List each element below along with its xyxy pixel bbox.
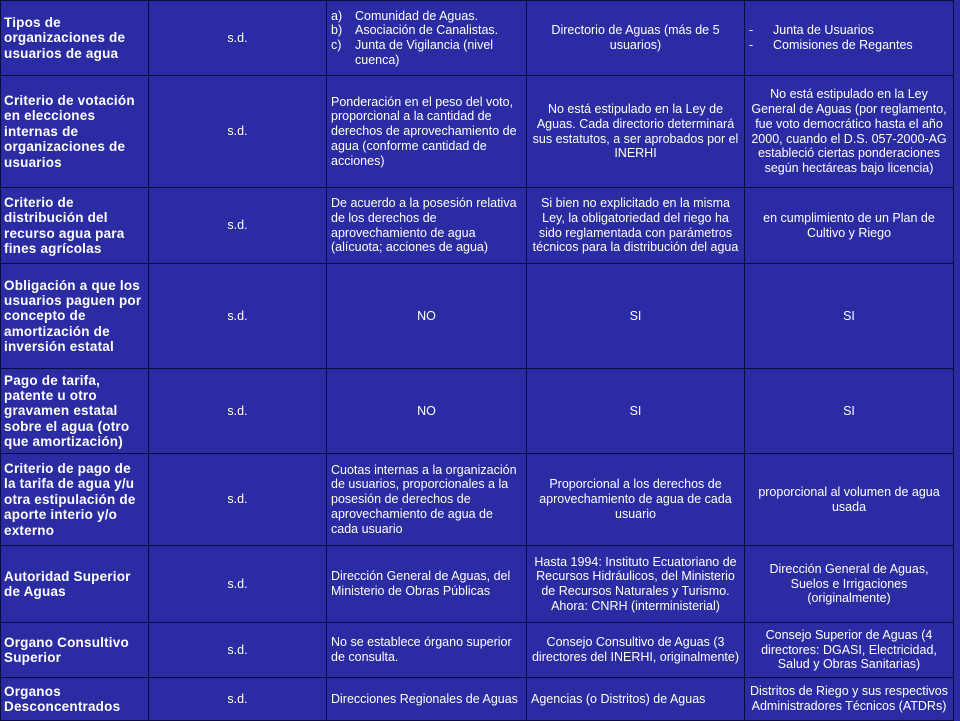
table-row [1,546,954,623]
table-row [1,369,954,454]
table-cell: SI [527,369,745,454]
table-cell: proporcional al volumen de agua usada [745,454,954,546]
table-cell: No está estipulado en la Ley de Aguas. Cada directorio determinará sus estatutos, a ser aprobados por el INERHI [527,76,745,188]
table-cell: Agencias (o Distritos) de Aguas [527,678,745,721]
table-cell: Dirección General de Aguas, Suelos e Irrigaciones (originalmente) [745,546,954,623]
list-item: c) Junta de Vigilancia (nivel cuenca) [331,38,494,67]
table-cell: s.d. [149,678,327,721]
table-cell: NO [327,369,527,454]
table-row [1,1,954,76]
table-cell: s.d. [149,264,327,369]
table-cell [745,1,954,76]
table-cell: Consejo Superior de Aguas (4 directores: DGASI, Electricidad, Salud y Obras Sanitarias) [745,623,954,678]
table-cell: No está estipulado en la Ley General de Aguas (por reglamento, fue voto democrático hasta el año 2000, cuando el D.S. 057-2000-AG estableció ciertas ponderaciones según hectáreas bajo licencia) [745,76,954,188]
table-row [1,264,954,369]
row-label: Tipos de organizaciones de usuarios de agua [1,1,149,76]
table-cell: No se establece órgano superior de consulta. [327,623,527,678]
row-label: Autoridad Superior de Aguas [1,546,149,623]
table-cell: NO [327,264,527,369]
table-cell: s.d. [149,76,327,188]
table-cell: Si bien no explicitado en la misma Ley, la obligatoriedad del riego ha sido reglamentada con parámetros técnicos para la distribución del agua [527,188,745,264]
table-cell: SI [527,264,745,369]
list-item: a) Comunidad de Aguas. [331,8,479,23]
row-label: Criterio de distribución del recurso agua para fines agrícolas [1,188,149,264]
row-label: Pago de tarifa, patente u otro gravamen estatal sobre el agua (otro que amortización) [1,369,149,454]
table-row [1,623,954,678]
row-label: Criterio de pago de la tarifa de agua y/u otra estipulación de aporte interio y/o externo [1,454,149,546]
table-cell: SI [745,369,954,454]
table-cell: Direcciones Regionales de Aguas [327,678,527,721]
table-cell: Distritos de Riego y sus respectivos Administradores Técnicos (ATDRs) [745,678,954,721]
table-cell: s.d. [149,369,327,454]
table-cell: De acuerdo a la posesión relativa de los derechos de aprovechamiento de agua (alícuota; acciones de agua) [327,188,527,264]
list-item: - Comisiones de Regantes [749,38,913,52]
list-item: - Junta de Usuarios [749,23,874,38]
table-cell: Cuotas internas a la organización de usuarios, proporcionales a la posesión de derechos de aprovechamiento de agua de cada usuario [327,454,527,546]
table-cell: Dirección General de Aguas, del Ministerio de Obras Públicas [327,546,527,623]
table-cell: s.d. [149,454,327,546]
row-label: Obligación a que los usuarios paguen por concepto de amortización de inversión estatal [1,264,149,369]
table-row [1,76,954,188]
table-cell: s.d. [149,188,327,264]
table-row [1,188,954,264]
organization-type-list [331,9,522,68]
table-row [1,678,954,721]
row-label: Criterio de votación en elecciones internas de organizaciones de usuarios [1,76,149,188]
list-item: b) Asociación de Canalistas. [331,23,499,38]
row-label: Organo Consultivo Superior [1,623,149,678]
table-cell: Ponderación en el peso del voto, proporcional a la cantidad de derechos de aprovechamiento de agua (conforme cantidad de acciones) [327,76,527,188]
table-cell: Directorio de Aguas (más de 5 usuarios) [527,1,745,76]
table-cell: s.d. [149,546,327,623]
table-cell: en cumplimiento de un Plan de Cultivo y Riego [745,188,954,264]
table-cell: Proporcional a los derechos de aprovechamiento de agua de cada usuario [527,454,745,546]
organization-type-list [749,23,949,53]
row-label: Organos Desconcentrados [1,678,149,721]
table-cell: Hasta 1994: Instituto Ecuatoriano de Recursos Hidráulicos, del Ministerio de Recursos Naturales y Turismo. Ahora: CNRH (interministerial) [527,546,745,623]
table-cell: s.d. [149,1,327,76]
table-row [1,454,954,546]
table-cell: Consejo Consultivo de Aguas (3 directores del INERHI, originalmente) [527,623,745,678]
table-cell: SI [745,264,954,369]
table-cell [327,1,527,76]
table-cell: s.d. [149,623,327,678]
